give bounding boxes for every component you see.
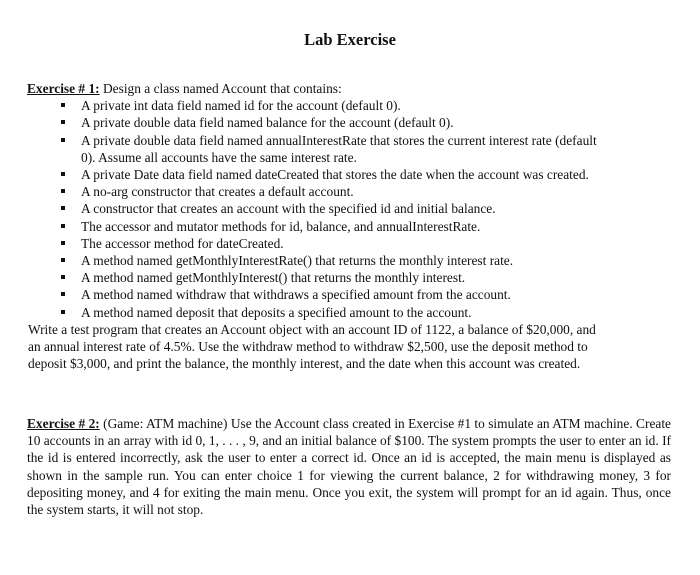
list-item: The accessor and mutator methods for id, balance, and annualInterestRate. (27, 218, 687, 235)
exercise-1-intro: Design a class named Account that contains: (99, 81, 342, 96)
list-item: A constructor that creates an account with the specified id and initial balance. (27, 200, 687, 217)
list-item: A private double data field named annualInterestRate that stores the current interest rate (default 0). Assume all accounts have the same interest rate. (27, 132, 687, 166)
exercise-1-heading (27, 80, 687, 97)
exercise-2-text: (Game: ATM machine) Use the Account class created in Exercise #1 to simulate an ATM machine. Create 10 accounts in an array with id 0, 1, . . . , 9, and an initial balance of $100. The system prompts the user to enter an id. If the id is entered incorrectly, ask the user to enter a correct id. Once an id is accepted, the main menu is displayed as shown in the sample run. You can enter choice 1 for viewing the current balance, 2 for withdrawing money, 3 for depositing money, and 4 for exiting the main menu. Once you exit, the system will prompt for an id again. Thus, once the system starts, it will not stop. (27, 416, 672, 518)
list-item: A method named getMonthlyInterest() that returns the monthly interest. (27, 269, 687, 286)
list-item: A method named withdraw that withdraws a specified amount from the account. (27, 286, 687, 303)
exercise-1-label: Exercise # 1: (27, 81, 100, 96)
list-item: The accessor method for dateCreated. (27, 235, 687, 252)
page-title: Lab Exercise (304, 30, 396, 49)
requirements-list (27, 97, 687, 321)
exercise-2-section (27, 415, 671, 518)
list-item: A private Date data field named dateCreated that stores the date when the account was created. (27, 166, 687, 183)
exercise-2-label: Exercise # 2: (27, 416, 100, 431)
exercise-1-section (27, 80, 687, 372)
list-item: A no-arg constructor that creates a default account. (27, 183, 687, 200)
list-item: A private int data field named id for the account (default 0). (27, 97, 687, 114)
list-item: A method named getMonthlyInterestRate() that returns the monthly interest rate. (27, 252, 687, 269)
list-item: A private double data field named balance for the account (default 0). (27, 114, 687, 131)
test-program-paragraph: Write a test program that creates an Account object with an account ID of 1122, a balance of $20,000, and an annual interest rate of 4.5%. Use the withdraw method to withdraw $2,500, use the deposit method to deposit $3,000, and print the balance, the monthly interest, and the date when this account was created. (28, 321, 596, 372)
list-item: A method named deposit that deposits a specified amount to the account. (27, 304, 687, 321)
